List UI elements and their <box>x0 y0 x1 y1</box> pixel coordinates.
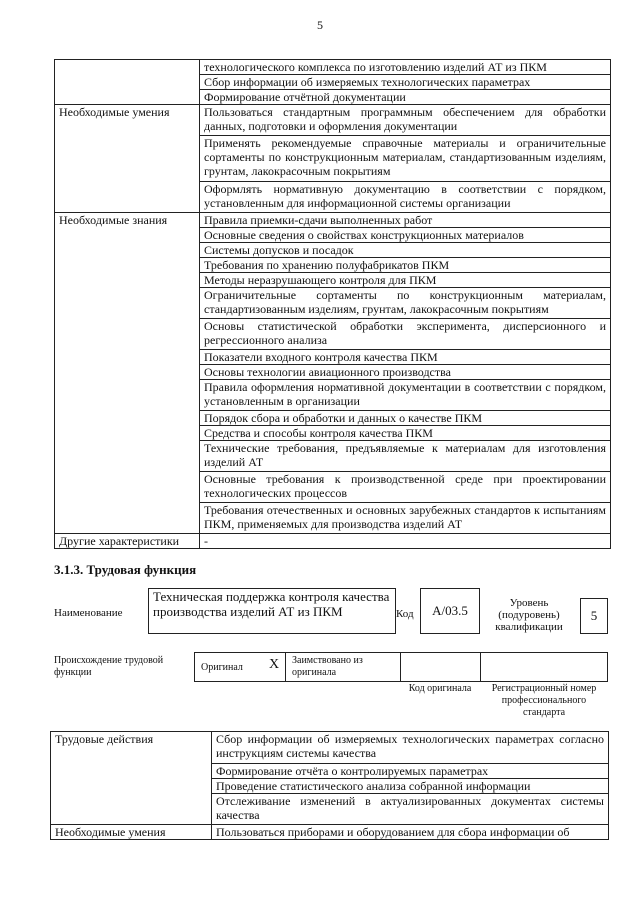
code-original-caption: Код оригинала <box>408 683 472 694</box>
labor-actions-table <box>50 731 609 840</box>
table-cell: Формирование отчёта о контролируемых параметрах <box>212 764 609 779</box>
reg-number-caption: Регистрационный номер профессионального стандарта <box>491 683 597 718</box>
table-cell: Порядок сбора и обработки и данных о качестве ПКМ <box>200 411 611 426</box>
level-value-box: 5 <box>580 598 608 634</box>
table-cell: Требования отечественных и основных зарубежных стандартов к испытаниям ПКМ, применяемых для производства изделий АТ <box>200 503 611 534</box>
row-label-continued <box>55 60 200 105</box>
table-cell: Требования по хранению полуфабрикатов ПКМ <box>200 258 611 273</box>
original-cell <box>194 652 286 682</box>
original-label: Оригинал <box>201 662 243 673</box>
table-cell: Пользоваться стандартным программным обеспечением для обработки данных, подготовки и оформления документации <box>200 105 611 136</box>
table-cell: Формирование отчётной документации <box>200 90 611 105</box>
row-label-skills: Необходимые умения <box>55 105 200 213</box>
table-cell: Оформлять нормативную документацию в соответствии с порядком, установленным для информационной системы организации <box>200 182 611 213</box>
table-cell: Ограничительные сортаменты по конструкционным материалам, стандартизованным изделиям, грунтам, лакокрасочным покрытиям <box>200 288 611 319</box>
row-label-skills: Необходимые умения <box>51 825 212 840</box>
table-cell: Основы технологии авиационного производства <box>200 365 611 380</box>
table-cell: Системы допусков и посадок <box>200 243 611 258</box>
name-label: Наименование <box>54 607 123 619</box>
skills-knowledge-table <box>54 59 611 549</box>
reg-number-cell <box>480 652 608 682</box>
function-name-box: Техническая поддержка контроля качества производства изделий АТ из ПКМ <box>148 588 396 634</box>
table-cell: Основные сведения о свойствах конструкционных материалов <box>200 228 611 243</box>
code-value-box: А/03.5 <box>420 588 480 634</box>
code-original-cell <box>400 652 481 682</box>
borrowed-cell <box>285 652 401 682</box>
row-label-actions: Трудовые действия <box>51 732 212 825</box>
table-cell: Показатели входного контроля качества ПКМ <box>200 350 611 365</box>
original-mark: X <box>269 657 280 672</box>
table-cell: Правила оформления нормативной документации в соответствии с порядком, установленным в организации <box>200 380 611 411</box>
table-cell: Пользоваться приборами и оборудованием для сбора информации об <box>212 825 609 840</box>
table-cell: Методы неразрушающего контроля для ПКМ <box>200 273 611 288</box>
origin-label: Происхождение трудовой функции <box>54 655 164 678</box>
page-number: 5 <box>317 18 323 32</box>
code-label: Код <box>396 608 414 620</box>
table-cell: Основные требования к производственной среде при проектировании технологических процессов <box>200 472 611 503</box>
table-cell: - <box>200 534 611 549</box>
section-title: 3.1.3. Трудовая функция <box>54 562 197 577</box>
row-label-knowledge: Необходимые знания <box>55 213 200 534</box>
level-label: Уровень (подуровень) квалификации <box>495 597 563 633</box>
table-cell: Отслеживание изменений в актуализированных документах системы качества <box>212 794 609 825</box>
table-cell: Сбор информации об измеряемых технологических параметрах <box>200 75 611 90</box>
table-cell: Основы статистической обработки эксперимента, дисперсионного и регрессионного анализа <box>200 319 611 350</box>
table-cell: Правила приемки-сдачи выполненных работ <box>200 213 611 228</box>
row-label-other: Другие характеристики <box>55 534 200 549</box>
table-cell: Средства и способы контроля качества ПКМ <box>200 426 611 441</box>
table-cell: Технические требования, предъявляемые к материалам для изготовления изделий АТ <box>200 441 611 472</box>
table-cell: технологического комплекса по изготовлению изделий АТ из ПКМ <box>200 60 611 75</box>
borrowed-label: Заимствовано из оригинала <box>292 655 363 678</box>
table-cell: Проведение статистического анализа собранной информации <box>212 779 609 794</box>
table-cell: Применять рекомендуемые справочные материалы и ограничительные сортаменты по конструкционным материалам, стандартизованным изделиям, грунтам, лакокрасочным покрытиям <box>200 136 611 182</box>
table-cell: Сбор информации об измеряемых технологических параметрах согласно инструкциям системы качества <box>212 732 609 764</box>
